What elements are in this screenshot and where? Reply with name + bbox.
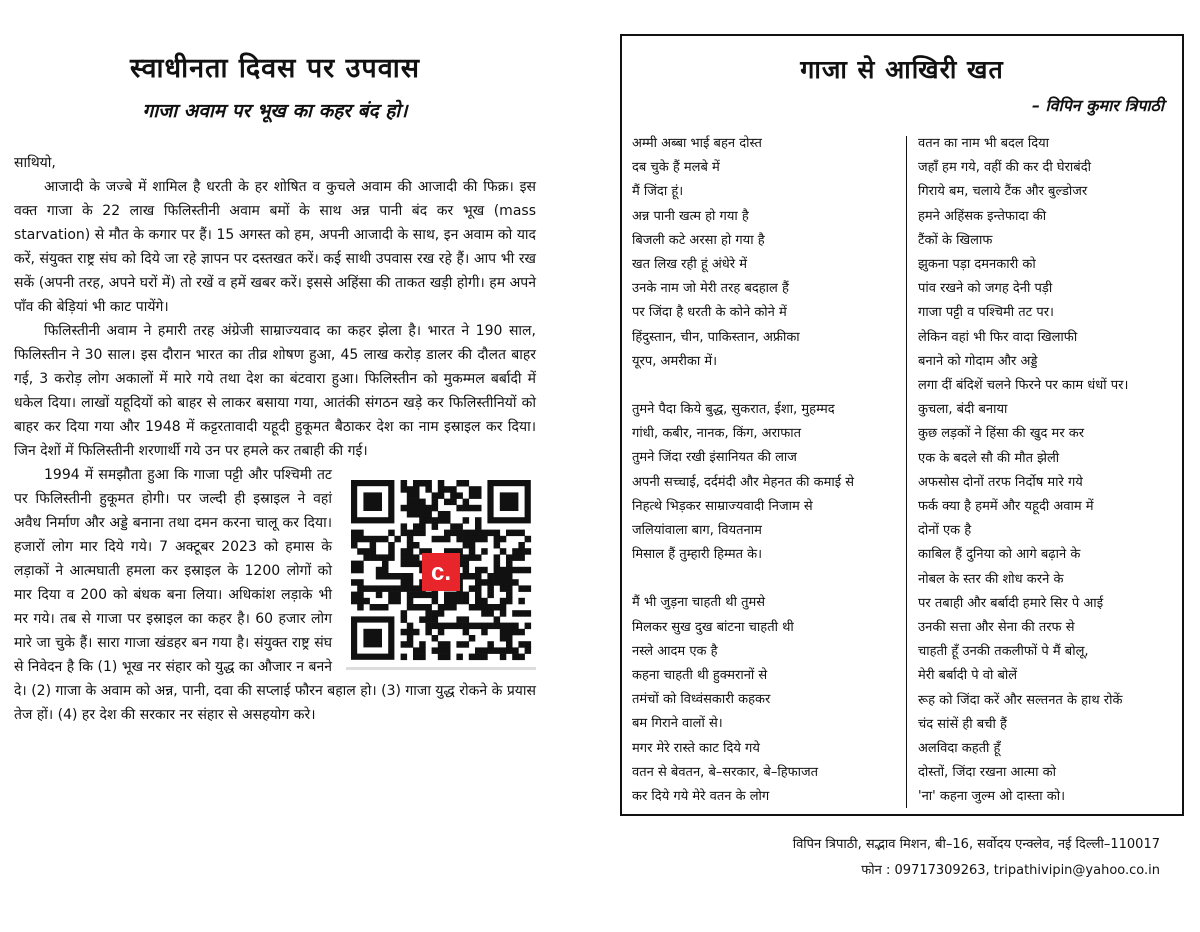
poem-line: मिसाल हैं तुम्हारी हिम्मत के। bbox=[632, 547, 763, 563]
poem-line: अम्मी अब्बा भाई बहन दोस्त bbox=[632, 136, 762, 151]
article-title: स्वाधीनता दिवस पर उपवास bbox=[129, 53, 421, 84]
poem-line: नस्ले आदम एक है bbox=[632, 643, 718, 659]
poem-line: कहना चाहती थी हुक्मरानों से bbox=[632, 668, 768, 684]
poem-line: गाजा पट्टी व पश्चिमी तट पर। bbox=[918, 305, 1054, 321]
poem-line: खत लिख रही हूं अंधेरे में bbox=[632, 257, 748, 273]
poem-line: मैं भी जुड़ना चाहती थी तुमसे bbox=[632, 595, 766, 611]
poem-line: उनके नाम जो मेरी तरह बदहाल हैं bbox=[632, 281, 789, 297]
poem-line: वतन का नाम भी बदल दिया bbox=[918, 136, 1050, 151]
poem-line: मैं जिंदा हूं। bbox=[632, 184, 684, 200]
poem-line: बम गिराने वालों से। bbox=[632, 716, 723, 732]
poem-line: बनाने को गोदाम और अड्डे bbox=[918, 353, 1038, 369]
poem-line: पर तबाही और बर्बादी हमारे सिर पे आई bbox=[918, 595, 1104, 611]
poem-line: तुमने पैदा किये बुद्ध, सुकरात, ईशा, मुहम्मद bbox=[632, 402, 835, 418]
poem-line: लेकिन वहां भी फिर वादा खिलाफी bbox=[918, 329, 1078, 345]
poem-line: निहत्थे भिड़कर साम्राज्यवादी निजाम से bbox=[632, 498, 813, 514]
paragraph-3-wrap bbox=[14, 463, 536, 727]
poem-line: अन्न पानी खत्म हो गया है bbox=[632, 208, 749, 224]
poem-line: दब चुके हैं मलबे में bbox=[632, 160, 720, 176]
poem-line: चाहती हूँ उनकी तकलीफों पे मैं बोलू, bbox=[918, 644, 1089, 660]
poem-line: मेरी बर्बादी पे वो बोलें bbox=[918, 668, 1018, 684]
column-divider bbox=[906, 136, 907, 808]
poem-line: यूरप, अमरीका में। bbox=[632, 353, 718, 369]
poem-line: कुछ लड़कों ने हिंसा की खुद मर कर bbox=[918, 426, 1085, 442]
poem-line: हिंदुस्तान, चीन, पाकिस्तान, अफ्रीका bbox=[632, 329, 800, 345]
poem-line: चंद सांसें ही बची हैं bbox=[918, 716, 1007, 732]
poem-line: काबिल हैं दुनिया को आगे बढ़ाने के bbox=[918, 547, 1081, 563]
poem-line: एक के बदले सौ की मौत झेली bbox=[918, 450, 1060, 466]
poem-line: जहाँ हम गये, वहीं की कर दी घेराबंदी bbox=[918, 160, 1091, 176]
poem-title: गाजा से आखिरी खत bbox=[800, 55, 1004, 84]
paragraph-3: 1994 में समझौता हुआ कि गाजा पट्टी और पश्चिमी तट पर फिलिस्तीनी हुकूमत होगी। पर जल्दी ही इस्राइल ने वहां अवैध निर्माण और अड्डे बनाना तथा दमन करना चालू कर दिया। हजारों लोग मार दिये गये। 7 अक्टूबर 2023 को हमास के लड़ाकों ने आत्मघाती हमला कर इस्राइल के 1200 लोगों को मार दिया व 200 को बंधक बना लिया। अधिकांश लड़ाके भी मर गये। तब से गाजा पर इस्राइल का कहर है। 60 हजार लोग मारे जा चुके हैं। सारा गाजा खंडहर बन गया है। संयुक्त राष्ट्र संघ से निवेदन है कि (1) भूख नर संहार को युद्ध का औजार न बनने दे। (2) गाजा के अवाम को अन्न, पानी, दवा की सप्लाई फौरन बहाल हो। (3) गाजा युद्ध रोकने के प्रयास तेज हों। (4) हर देश की सरकार नर संहार से असहयोग करे। bbox=[14, 467, 536, 723]
poem-columns bbox=[622, 132, 1182, 816]
paragraph-2: फिलिस्तीनी अवाम ने हमारी तरह अंग्रेजी साम्राज्यवाद का कहर झेला है। भारत ने 190 साल, फिलिस्तीन ने 30 साल। इस दौरान भारत का तीव्र शोषण हुआ, 45 लाख करोड़ डालर की दौलत बाहर गई, 3 करोड़ लोग अकालों में मारे गये तथा देश का बंटवारा हुआ। फिलिस्तीन को मुकम्मल बर्बादी में धकेल दिया। लाखों यहूदियों को बाहर से लाकर बसाया गया, आतंकी संगठन खड़े कर फिलिस्तीनियों को बाहर कर दिया गया और 1948 में कट्टरतावादी यहूदी हुकूमत बैठाकर देश का नाम इस्राइल कर दिया। जिन देशों में फिलिस्तीनी शरणार्थी गये उन पर हमले कर तबाही की गई। bbox=[14, 323, 536, 459]
poem-line: टैंकों के खिलाफ bbox=[918, 232, 993, 248]
poem-line: तुमने जिंदा रखी इंसानियत की लाज bbox=[632, 450, 797, 466]
stanza-gap bbox=[632, 374, 914, 398]
poem-line: पर जिंदा है धरती के कोने कोने में bbox=[632, 305, 787, 321]
poem-line: दोनों एक है bbox=[918, 523, 972, 539]
footer-phone: 09717309263, bbox=[894, 863, 990, 878]
paragraph-1: आजादी के जज्बे में शामिल है धरती के हर शोषित व कुचले अवाम की आजादी की फिक्र। इस वक्त गाजा के 22 लाख फिलिस्तीनी अवाम बमों के साथ अन्न पानी बंद कर भूख (mass starvation) से मौत के कगार पर हैं। 15 अगस्त को हम, अपनी आजादी के साथ, इन अवाम को याद करें, संयुक्त राष्ट्र संघ को दिये जा रहे ज्ञापन पर दस्तखत करें। कई साथी उपवास रख रहे हैं। आप भी रख सकें (अपनी तरह, अपने घरों में) तो रखें व हमें खबर करें। इससे अहिंसा की ताकत खड़ी होगी। हम अपने पाँव की बेड़ियां भी काट पायेंगे। bbox=[14, 179, 536, 315]
poem-line: अपनी सच्चाई, दर्दमंदी और मेहनत की कमाई से bbox=[632, 474, 855, 490]
poem-line: अलविदा कहती हूँ bbox=[918, 741, 1001, 757]
footer bbox=[600, 832, 1160, 884]
poem-line: हमने अहिंसक इन्तेफादा की bbox=[918, 208, 1047, 224]
qr-badge-text: c. bbox=[430, 559, 452, 586]
salutation: साथियो, bbox=[14, 155, 56, 171]
footer-email[interactable]: tripathivipin@yahoo.co.in bbox=[993, 863, 1160, 878]
footer-address: विपिन त्रिपाठी, सद्भाव मिशन, बी–16, सर्वोदय एन्क्लेव, नई दिल्ली–110017 bbox=[792, 837, 1160, 852]
qr-code[interactable] bbox=[346, 477, 536, 670]
poem-line: तमंचों को विध्वंसकारी कहकर bbox=[632, 692, 771, 708]
poem-line: रूह को जिंदा करें और सल्तनत के हाथ रोकें bbox=[918, 692, 1123, 708]
poem-line: 'ना' कहना जुल्म ओ दास्ता को। bbox=[918, 789, 1066, 805]
poem-line: जलियांवाला बाग, वियतनाम bbox=[632, 523, 762, 539]
footer-contact bbox=[600, 858, 1160, 884]
poem-line: मगर मेरे रास्ते काट दिये गये bbox=[632, 740, 760, 756]
poem-line: पांव रखने को जगह देनी पड़ी bbox=[918, 281, 1053, 297]
poem-line: गिराये बम, चलाये टैंक और बुल्डोजर bbox=[918, 184, 1088, 200]
poem-line: नोबल के स्तर की शोध करने के bbox=[918, 571, 1064, 587]
left-article bbox=[14, 40, 536, 727]
poem-column-2 bbox=[918, 132, 1182, 810]
article-subtitle: गाजा अवाम पर भूख का कहर बंद हो। bbox=[142, 100, 408, 122]
poem-line: कुचला, बंदी बनाया bbox=[918, 402, 1008, 418]
poem-line: उनकी सत्ता और सेना की तरफ से bbox=[918, 620, 1075, 636]
stanza-gap bbox=[632, 567, 914, 591]
poem-line: गांधी, कबीर, नानक, किंग, अराफात bbox=[632, 426, 802, 442]
poem-line: फर्क क्या है हममें और यहूदी अवाम में bbox=[918, 499, 1094, 515]
poem-line: कर दिये गये मेरे वतन के लोग bbox=[632, 789, 770, 805]
poem-line: वतन से बेवतन, बे–सरकार, बे–हिफाजत bbox=[632, 764, 819, 780]
poem-box bbox=[620, 34, 1184, 816]
footer-phone-label: फोन : bbox=[861, 863, 891, 878]
poem-author: – विपिन कुमार त्रिपाठी bbox=[1031, 96, 1164, 115]
poem-line: लगा दीं बंदिशें चलने फिरने पर काम धंधों पर। bbox=[918, 378, 1129, 394]
poem-column-1 bbox=[632, 132, 914, 809]
qr-code-icon bbox=[346, 477, 536, 663]
poem-line: अफसोस दोनों तरफ निर्दोष मारे गये bbox=[918, 474, 1083, 490]
poem-line: बिजली कटे अरसा हो गया है bbox=[632, 232, 765, 248]
poem-line: मिलकर सुख दुख बांटना चाहती थी bbox=[632, 619, 794, 635]
poem-line: दोस्तों, जिंदा रखना आत्मा को bbox=[918, 765, 1057, 781]
poem-line: झुकना पड़ा दमनकारी को bbox=[918, 257, 1036, 273]
